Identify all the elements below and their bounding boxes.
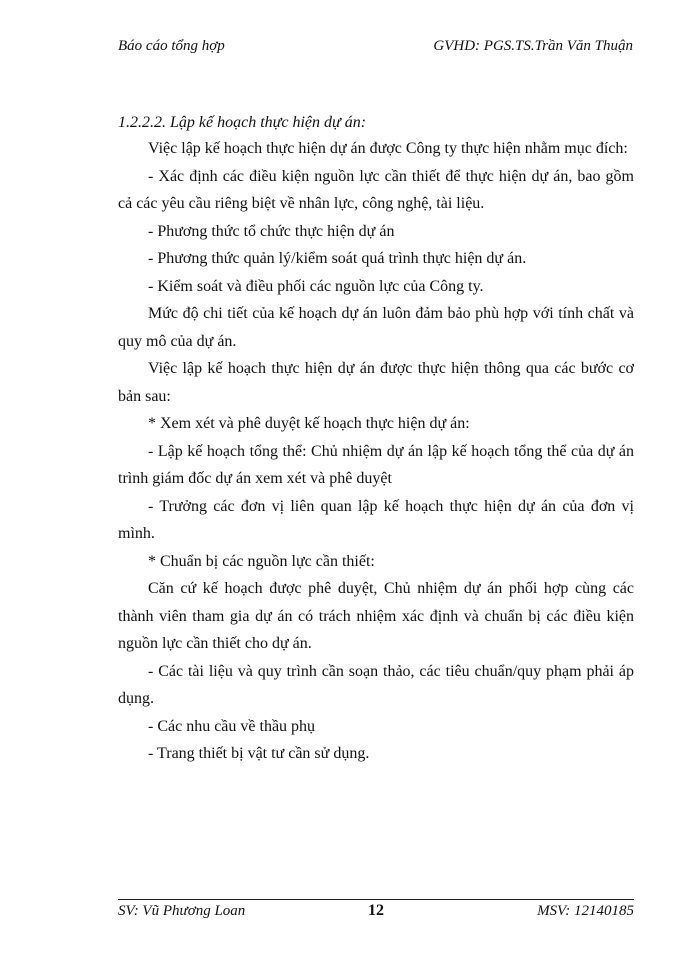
page-footer	[118, 903, 634, 923]
paragraph: * Chuẩn bị các nguồn lực cần thiết:	[148, 552, 375, 570]
paragraph: - Phương thức quản lý/kiểm soát quá trình thực hiện dự án.	[148, 250, 527, 267]
paragraph: - Lập kế hoạch tổng thể: Chủ nhiệm dự án lập kế hoạch tổng thể của dự án trình giám đốc dự án xem xét và phê duyệt	[118, 442, 634, 487]
page-header	[118, 38, 633, 58]
paragraph: Việc lập kế hoạch thực hiện dự án được Công ty thực hiện nhằm mục đích:	[148, 140, 628, 157]
body-text	[118, 135, 634, 768]
paragraph: Việc lập kế hoạch thực hiện dự án được thực hiện thông qua các bước cơ bản sau:	[118, 360, 634, 405]
page-number: 12	[368, 902, 384, 919]
footer-student-id: MSV: 12140185	[537, 903, 634, 919]
paragraph: - Xác định các điều kiện nguồn lực cần thiết để thực hiện dự án, bao gồm cả các yêu cầu riêng biệt về nhân lực, công nghệ, tài liệu.	[118, 167, 634, 212]
footer-student-name: SV: Vũ Phương Loan	[118, 903, 246, 919]
paragraph: * Xem xét và phê duyệt kế hoạch thực hiện dự án:	[148, 415, 470, 432]
paragraph: - Phương thức tổ chức thực hiện dự án	[148, 222, 395, 240]
header-supervisor: GVHD: PGS.TS.Trần Văn Thuận	[433, 38, 633, 54]
paragraph: - Trưởng các đơn vị liên quan lập kế hoạch thực hiện dự án của đơn vị mình.	[118, 497, 634, 542]
paragraph: - Các nhu cầu về thầu phụ	[148, 717, 316, 735]
footer-divider	[118, 899, 634, 900]
section-heading: 1.2.2.2. Lập kế hoạch thực hiện dự án:	[118, 114, 367, 131]
paragraph: - Kiểm soát và điều phối các nguồn lực của Công ty.	[148, 277, 484, 295]
paragraph: - Các tài liệu và quy trình cần soạn thảo, các tiêu chuẩn/quy phạm phải áp dụng.	[118, 662, 634, 707]
paragraph: Căn cứ kế hoạch được phê duyệt, Chủ nhiệm dự án phối hợp cùng các thành viên tham gia dự án có trách nhiệm xác định và chuẩn bị các điều kiện nguồn lực cần thiết cho dự án.	[118, 580, 634, 652]
header-report-title: Báo cáo tổng hợp	[118, 38, 225, 54]
paragraph: - Trang thiết bị vật tư cần sử dụng.	[148, 745, 370, 762]
paragraph: Mức độ chi tiết của kế hoạch dự án luôn đảm bảo phù hợp với tính chất và quy mô của dự án.	[118, 305, 634, 350]
